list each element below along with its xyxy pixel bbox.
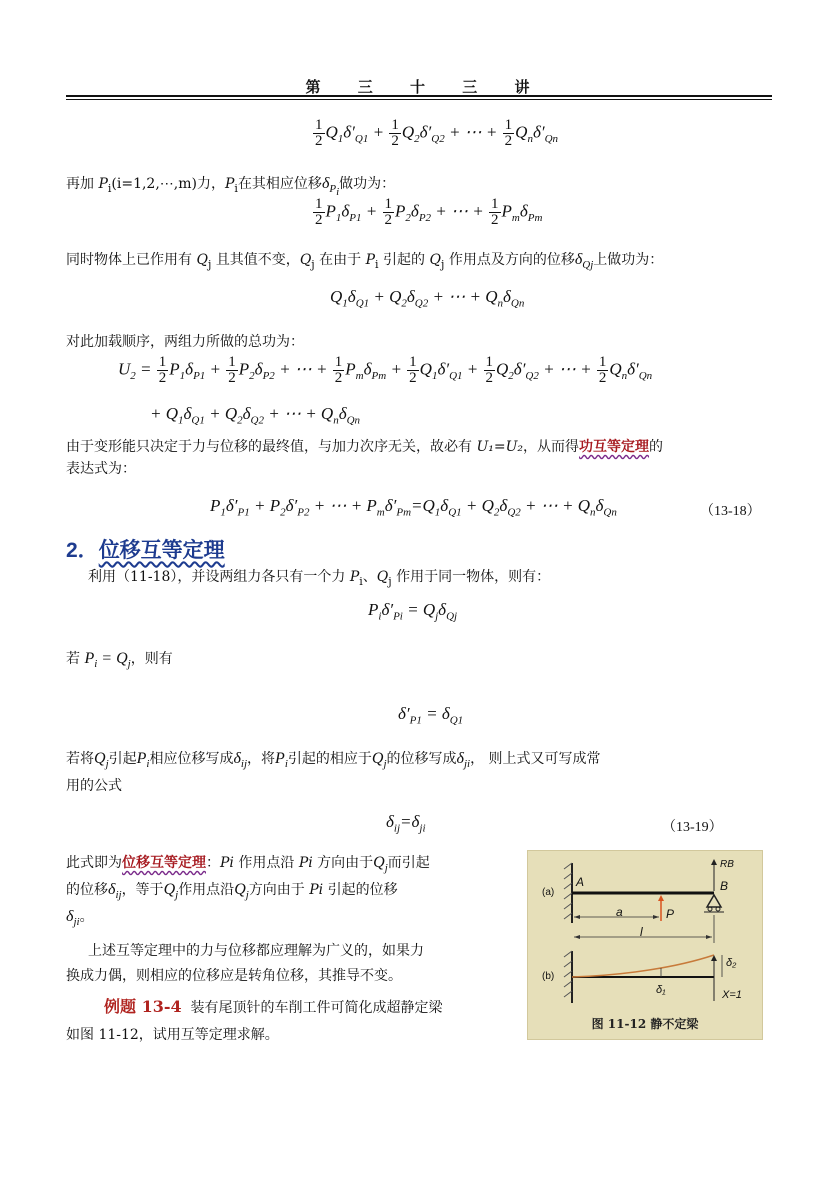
section-heading: 2．位移互等定理 (66, 539, 225, 562)
header-rule-thin (66, 99, 772, 100)
label-rb: RB (720, 859, 734, 870)
page-header (0, 76, 835, 97)
label-delta2: δ₂ (726, 957, 737, 969)
header-char: 三 (462, 78, 478, 96)
paragraph-q-remain: 同时物体上已作用有 $Q_j$ 且其值不变，$Q_j$ 在由于 $P_i$ 引起的 $Q_j$ 作用点及方向的位移$\delta_{Qj}$上做功为： (66, 251, 664, 272)
paragraph-use: 利用（11-18），并设两组力各只有一个力 $P_i$、$Q_j$ 作用于同一物体，则有： (88, 569, 551, 588)
equation-u2-line1: $U_2$ = $\frac{1}{2}$ $P_1\delta_{P1}$ + $\frac{1}{2}$ $P_2\delta_{P2}$ + ⋯ + $\frac{1}{2}$ $P_m\delta_{Pm}$ + $\frac{1}{2}$ $Q_1\delta'_{Q1}$ + $\frac{1}{2}$ $Q_2\delta'_{Q2}$ + ⋯ + $\frac{1}{2}$ $Q_n\delta'_{Qn}$ (118, 354, 653, 386)
equation-number-13-19: （13-19） (662, 820, 723, 835)
term-work-reciprocal: 功互等定理 (579, 439, 650, 455)
header-char: 讲 (514, 78, 530, 96)
paragraph-theorem: 此式即为位移互等定理：Pi 作用点沿 Pi 方向由于$Q_j$而引起 的位移$\delta_{ij}$，等于$Q_j$作用点沿$Q_j$方向由于 Pi 引起的位移 $\delta_{ji}$。 (66, 854, 430, 929)
header-rule-thick (66, 95, 772, 97)
term-displacement-reciprocal: 位移互等定理 (122, 855, 206, 871)
figure-indeterminate-beam (527, 850, 763, 1040)
label-length-l: l (640, 925, 643, 939)
label-a: (a) (542, 887, 555, 898)
paragraph-if: 若 $P_i = Q_j$，则有 (66, 650, 173, 671)
label-point-b: B (720, 879, 729, 893)
example-line-2: 如图 11-12，试用互等定理求解。 (66, 1027, 279, 1043)
paragraph-add-p: 再加 $P_i(i=1,2,\cdots,m)$力，$P_i$在其相应位移$\delta_{P_i}$做功为： (66, 175, 396, 199)
paragraph-energy: 由于变形能只决定于力与位移的最终值，与加力次序无关，故必有 U₁=U₂，从而得功互等定理的 表达式为： (66, 439, 664, 477)
paragraph-write: 若将$Q_j$引起$P_i$相应位移写成$\delta_{ij}$，将$P_i$引起的相应于$Q_j$的位移写成$\delta_{ji}$， 则上式又可写成常 用的公式 (66, 750, 601, 795)
label-point-a: A (576, 875, 585, 889)
equation-q-prime-work: $\frac{1}{2}$ $Q_1\delta'_{Q1}$ + $\frac{1}{2}$ $Q_2\delta'_{Q2}$ + ⋯ + $\frac{1}{2}$ $Q_n\delta'_{Qn}$ (315, 117, 559, 149)
label-delta1: δ₁ (656, 984, 666, 996)
paragraph-general-2: 换成力偶，则相应的位移应是转角位移，其推导不变。 (66, 968, 402, 984)
equation-p-work: $\frac{1}{2}$ $P_1\delta_{P1}$ + $\frac{1}{2}$ $P_2\delta_{P2}$ + ⋯ + $\frac{1}{2}$ $P_m\delta_{Pm}$ (315, 196, 543, 228)
equation-q-work: $Q_1\delta_{Q1} + Q_2\delta_{Q2}$ + ⋯ + $Q_n\delta_{Qn}$ (330, 287, 525, 310)
paragraph-load-order: 对此加载顺序，两组力所做的总功为： (66, 334, 304, 350)
example-line-1: 例题 13-4 装有尾顶针的车削工件可简化成超静定梁 (104, 997, 443, 1016)
equation-number-13-18: （13-18） (700, 504, 761, 519)
equation-single-force: $P_i\delta'_{Pi} = Q_j\delta_{Qj}$ (368, 600, 458, 623)
header-char: 十 (409, 78, 425, 96)
header-char: 第 (305, 78, 321, 96)
figure-caption: 图 11-12 静不定梁 (591, 1017, 699, 1031)
equation-13-19: $\delta_{ij}=\delta_{ji}$ (386, 812, 426, 835)
header-char: 三 (357, 78, 373, 96)
equation-13-18: $P_1\delta'_{P1} + P_2\delta'_{P2}$ + ⋯ + $P_m\delta'_{Pm}=Q_1\delta_{Q1} + Q_2\delta_{Q2}$ + ⋯ + $Q_n\delta_{Qn}$ (210, 496, 617, 519)
paragraph-general-1: 上述互等定理中的力与位移都应理解为广义的，如果力 (88, 943, 424, 959)
label-length-a: a (616, 905, 623, 919)
label-p: P (666, 907, 675, 921)
equation-u2-line2: + $Q_1\delta_{Q1} + Q_2\delta_{Q2}$ + ⋯ + $Q_n\delta_{Qn}$ (150, 404, 361, 427)
example-label: 例题 13-4 (104, 997, 182, 1016)
label-b: (b) (542, 971, 555, 982)
label-x: X=1 (722, 989, 742, 1001)
equation-delta-equal: $\delta'_{P1} = \delta_{Q1}$ (398, 704, 464, 727)
